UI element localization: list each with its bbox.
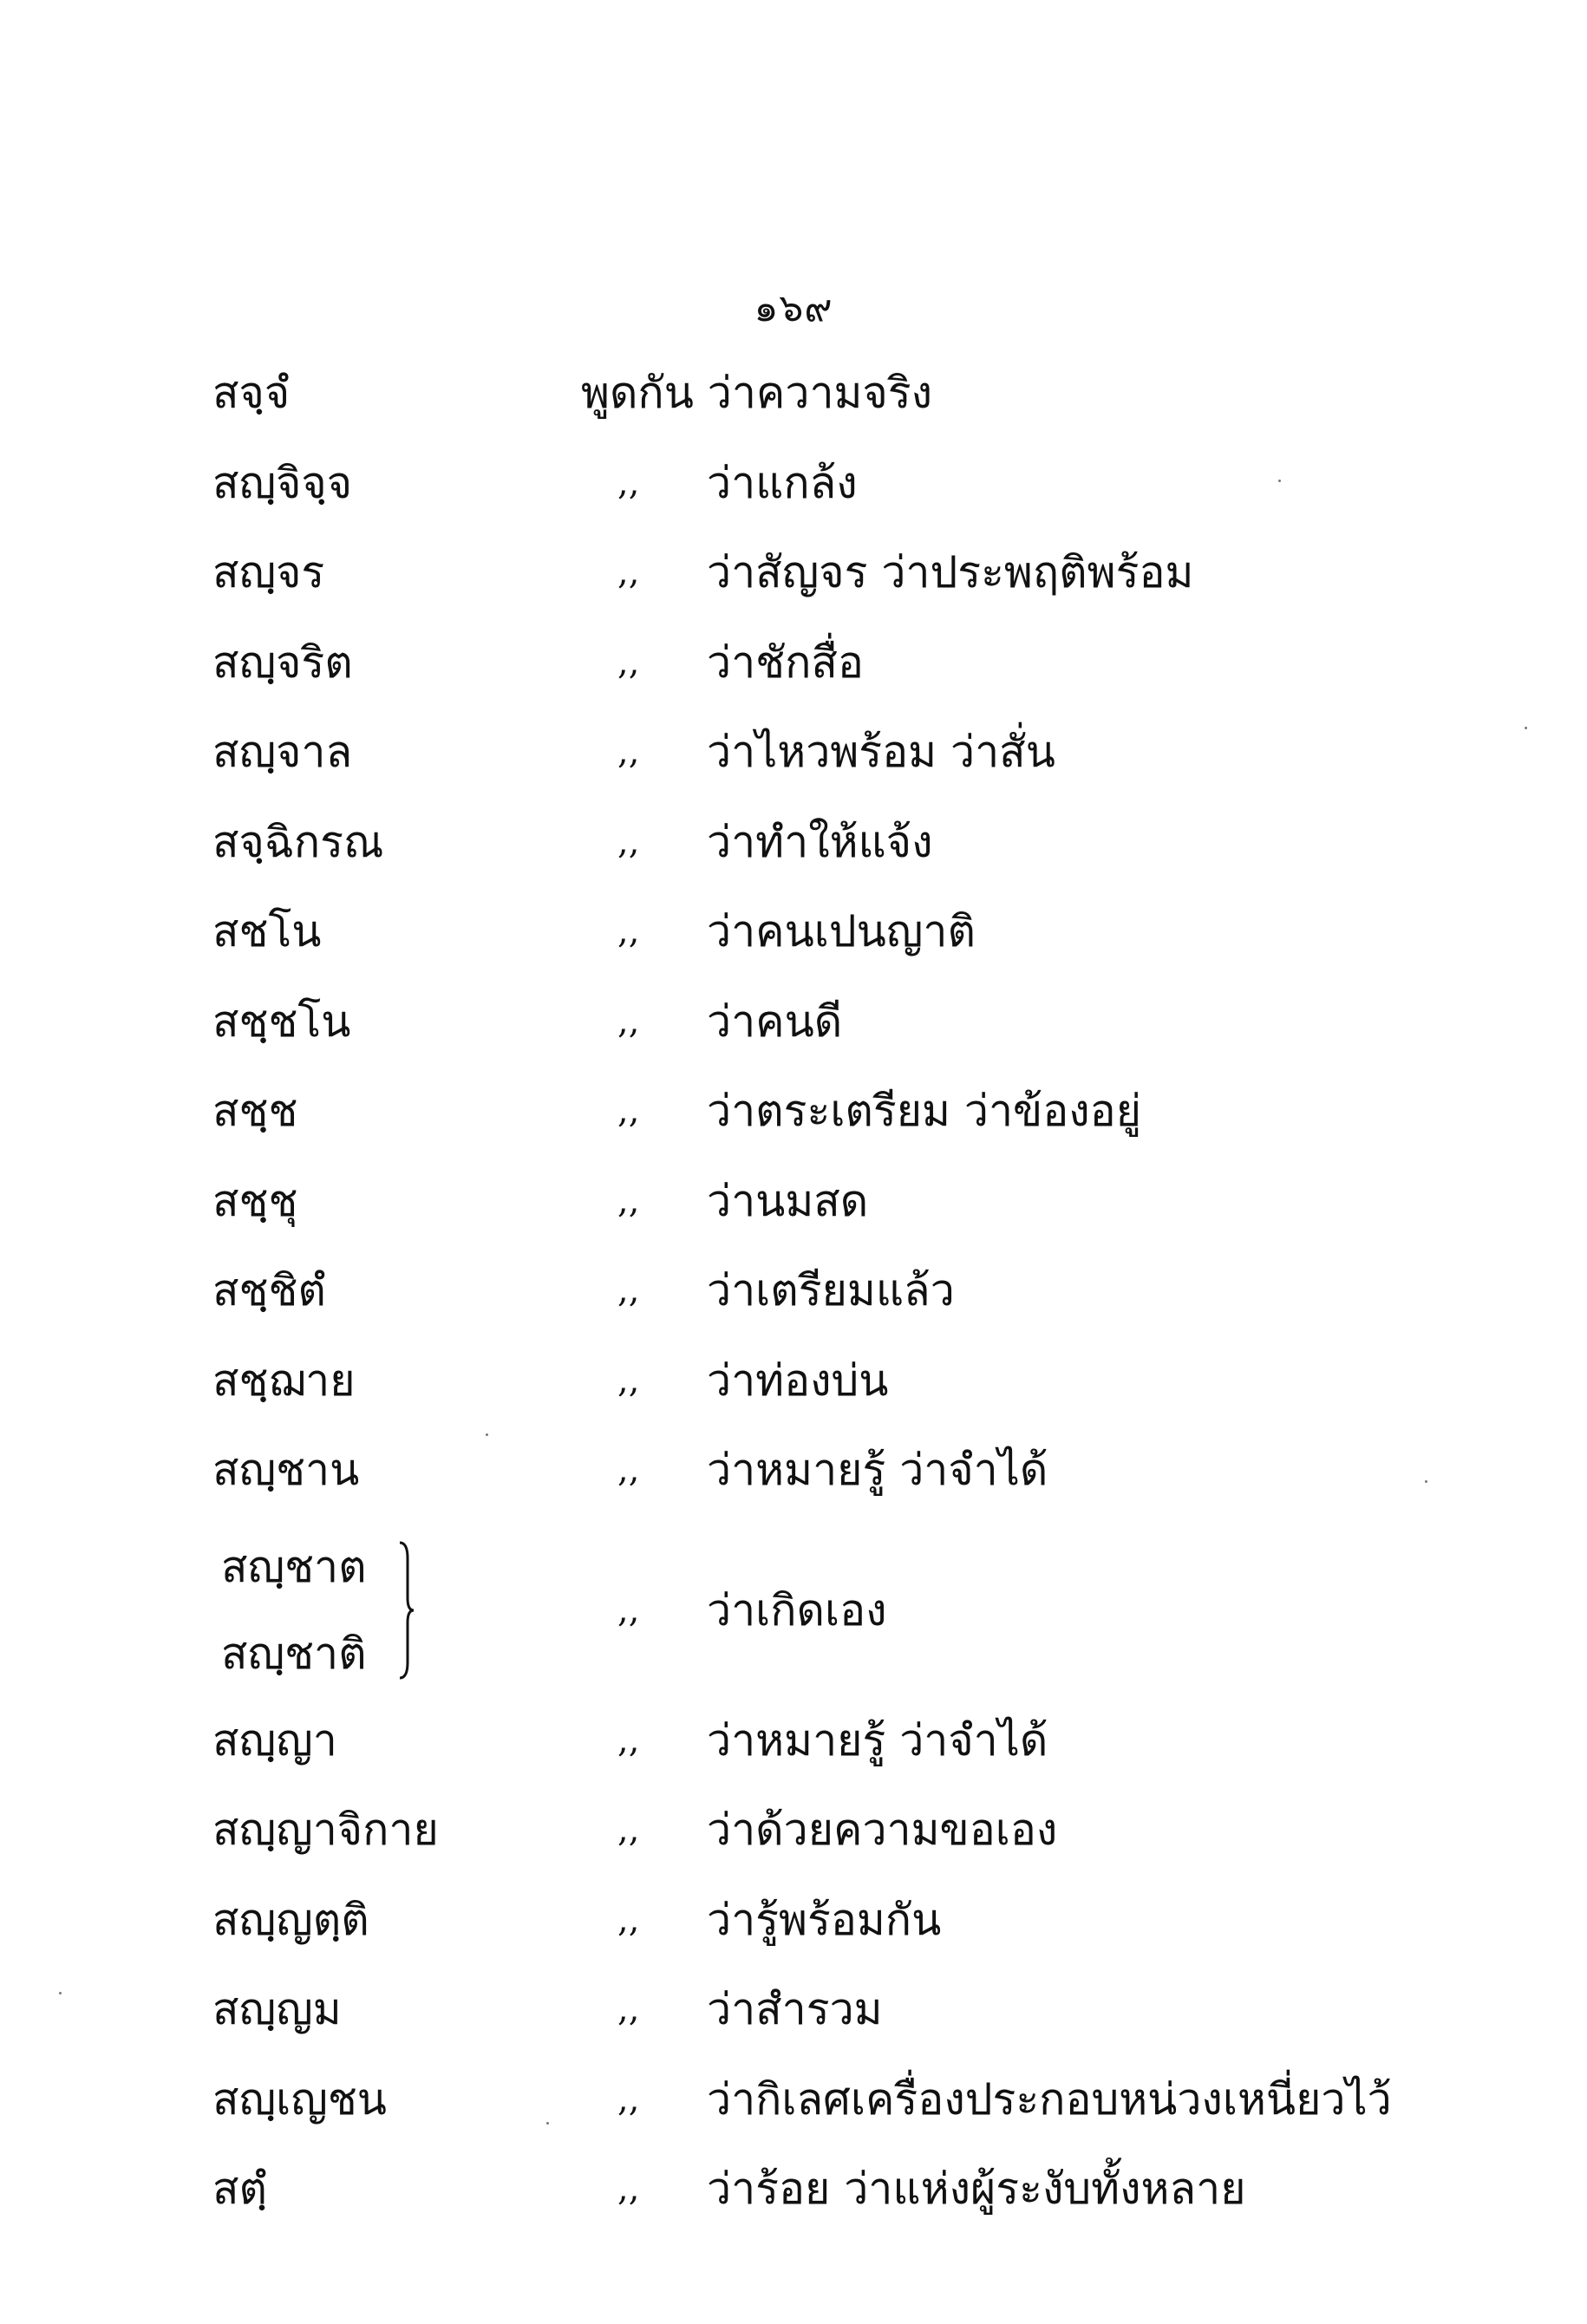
entry-row — [0, 1337, 1587, 1424]
ditto-mark: ,, — [617, 822, 640, 862]
scan-speck — [486, 1433, 488, 1436]
entry-term: สญฺชาต — [221, 1542, 367, 1592]
entry-meaning: ว่าคนเปนญาติ — [707, 906, 976, 956]
entry-row — [0, 619, 1587, 706]
entry-row — [0, 440, 1587, 526]
ditto-mark: ,, — [617, 1091, 640, 1131]
entry-meaning: ว่าทำให้แจ้ง — [707, 817, 933, 867]
grouping-brace — [397, 1541, 415, 1680]
entry-term: สญฺจริต — [212, 637, 353, 688]
ditto-mark: ,, — [617, 1181, 640, 1221]
entry-term: สชฺช — [212, 1086, 298, 1136]
entry-meaning: ว่าแกล้ง — [707, 458, 858, 508]
entry-term: สญฺญาจิกาย — [212, 1805, 439, 1855]
ditto-mark: ,, — [617, 1720, 640, 1760]
entry-row — [0, 1877, 1587, 1963]
entry-term: สญฺจาล — [212, 727, 353, 777]
entry-term: สชฺชโน — [212, 996, 351, 1047]
ditto-mark: ,, — [617, 1989, 640, 2029]
entry-term: สจฺจํ — [212, 368, 291, 418]
entry-meaning: ว่าหมายรู้ ว่าจำได้ — [707, 1445, 1048, 1495]
entry-meaning: ว่าด้วยความขอเอง — [707, 1805, 1058, 1855]
entry-term: สชฺชิตํ — [212, 1265, 326, 1315]
scan-speck — [546, 2122, 549, 2125]
entry-meaning: ว่ากิเลศเครื่องประกอบหน่วงเหนี่ยวไว้ — [707, 2074, 1392, 2125]
scan-speck — [59, 1992, 62, 1994]
grouped-entry — [0, 1524, 1587, 1697]
ditto-mark: ,, — [617, 911, 640, 951]
ditto-mark: ,, — [617, 1590, 640, 1630]
entry-meaning: ว่ารู้พร้อมกัน — [707, 1895, 942, 1945]
ditto-mark: ,, — [617, 1900, 640, 1940]
entry-row — [0, 1158, 1587, 1244]
entry-row — [0, 1697, 1587, 1784]
entry-term: สชฺชุ — [212, 1176, 298, 1226]
entry-term: สญฺญม — [212, 1984, 342, 2034]
ditto-mark: ,, — [617, 463, 640, 503]
entry-row — [0, 799, 1587, 885]
ditto-mark: ,, — [617, 643, 640, 682]
entry-meaning: ว่าหมายรู้ ว่าจำได้ — [707, 1715, 1048, 1766]
entry-meaning: ว่าตระเตรียม ว่าข้องอยู่ — [707, 1086, 1142, 1136]
entry-row — [0, 1786, 1587, 1873]
entry-row — [0, 888, 1587, 975]
ditto-mark: ,, — [617, 2169, 640, 2209]
entry-meaning: ว่าท่องบ่น — [707, 1355, 889, 1406]
scan-speck — [1525, 727, 1527, 729]
entry-row — [0, 349, 1587, 436]
entry-meaning: ว่าไหวพร้อม ว่าสั่น — [707, 727, 1055, 777]
entry-meaning: ว่าเตรียมแล้ว — [707, 1265, 955, 1315]
entry-row — [0, 978, 1587, 1065]
scan-speck — [1425, 1480, 1427, 1483]
ditto-mark: ,, — [617, 2079, 640, 2119]
entry-row — [0, 1247, 1587, 1334]
entry-term: สญฺญตฺติ — [212, 1895, 369, 1945]
entry-term: สญฺชาติ — [221, 1629, 367, 1679]
entry-term: สญฺเญชน — [212, 2074, 387, 2125]
scan-speck — [1278, 480, 1281, 482]
entry-term: สญฺญา — [212, 1715, 337, 1766]
ditto-mark: ,, — [617, 732, 640, 772]
ditto-mark: ,, — [617, 1810, 640, 1850]
page-number: ๑๖๙ — [754, 286, 833, 330]
ditto-mark: ,, — [617, 1361, 640, 1400]
entry-row — [0, 1966, 1587, 2053]
entry-row — [0, 708, 1587, 795]
ditto-mark: ,, — [617, 1002, 640, 1041]
entry-meaning: ว่าสำรวม — [707, 1984, 883, 2034]
entry-meaning: ว่าเกิดเอง — [707, 1585, 887, 1635]
entry-row — [0, 1067, 1587, 1154]
entry-meaning: ว่าคนดี — [707, 996, 843, 1047]
entry-term: สญฺจร — [212, 547, 325, 597]
entry-row — [0, 1426, 1587, 1513]
entry-meaning: ว่านมสด — [707, 1176, 869, 1226]
entry-term: สชฺฌาย — [212, 1355, 356, 1406]
entry-term: สตฺํ — [212, 2164, 267, 2214]
entry-meaning: ว่าสัญจร ว่าประพฤติพร้อม — [707, 547, 1194, 597]
entry-meaning: ว่าชักสื่อ — [707, 637, 864, 688]
entry-term: สจฺฉิกรณ — [212, 817, 384, 867]
entry-term: สชโน — [212, 906, 322, 956]
entry-term: สญฺชาน — [212, 1445, 360, 1495]
entry-row — [0, 529, 1587, 616]
entry-meaning: ว่าร้อย ว่าแห่งผู้ระงับทั้งหลาย — [707, 2164, 1246, 2214]
ditto-mark: ,, — [617, 1270, 640, 1310]
entry-term: สญฺจิจฺจ — [212, 458, 353, 508]
entry-row — [0, 2056, 1587, 2143]
ditto-mark: ,, — [617, 552, 640, 592]
entry-row — [0, 2145, 1587, 2232]
entry-meaning: พูดกัน ว่าความจริง — [581, 368, 933, 418]
ditto-mark: ,, — [617, 1450, 640, 1490]
